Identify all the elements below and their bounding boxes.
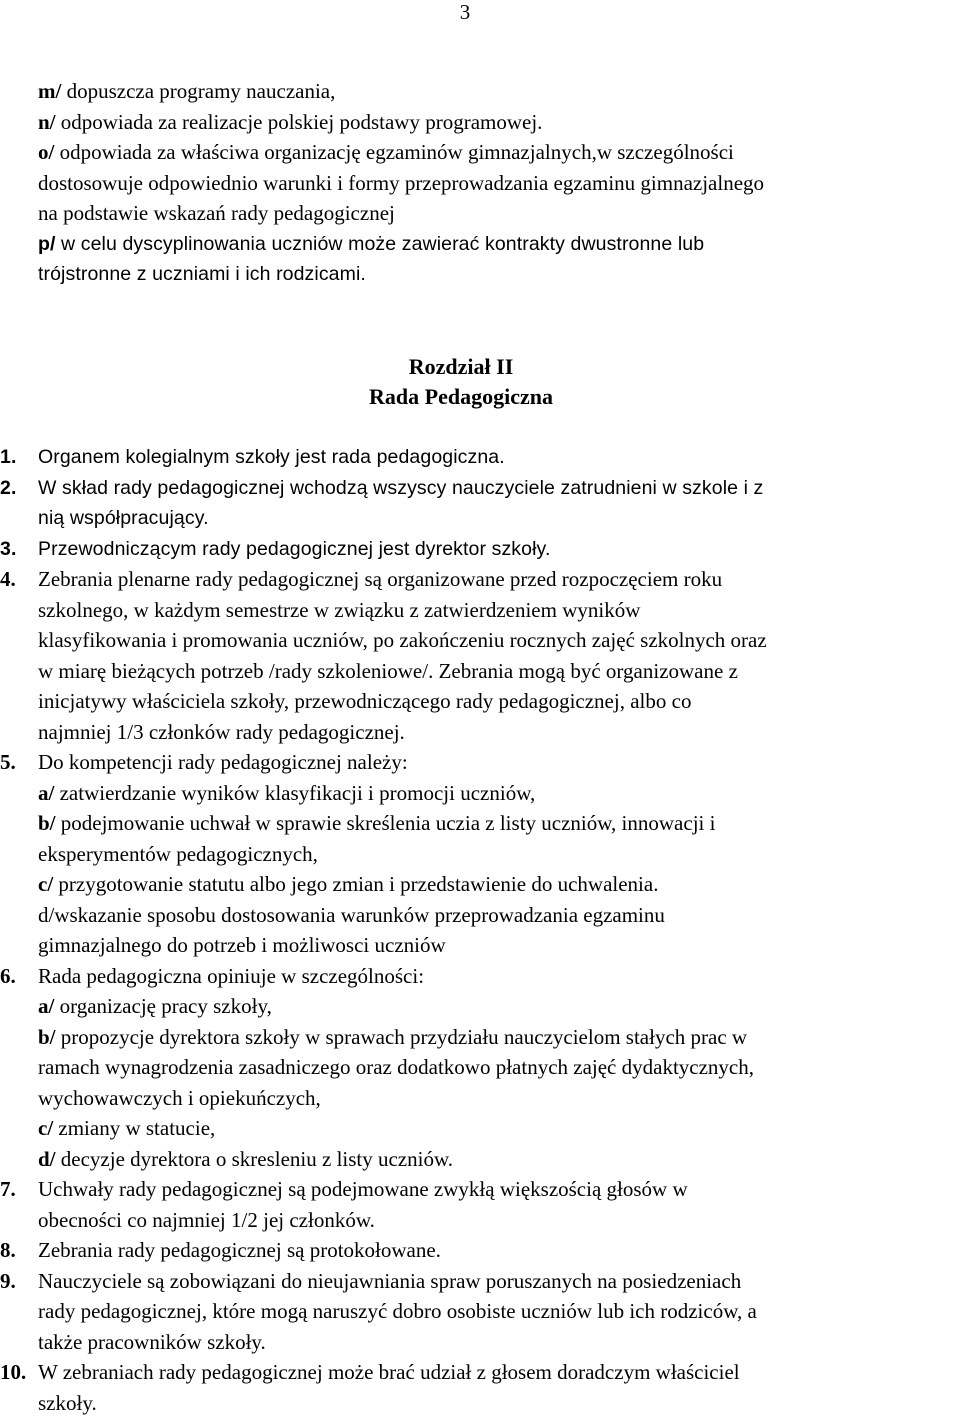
sub-item-b-line: wychowawczych i opiekuńczych, [38,1083,953,1114]
item-number: 10. [0,1357,36,1388]
item-label: n/ [38,110,56,134]
chapter-subtitle: Rada Pedagogiczna [0,382,922,412]
item-number: 7. [0,1174,36,1205]
sub-label: a/ [38,994,54,1018]
intro-item-n [38,107,953,138]
item-line: W skład rady pedagogicznej wchodzą wszyscy nauczyciele zatrudnieni w szkole i z [38,473,953,504]
intro-item-o-line: na podstawie wskazań rady pedagogicznej [38,198,953,229]
sub-item-b [38,1022,953,1053]
item-line: rady pedagogicznej, które mogą naruszyć dobro osobiste uczniów lub ich rodziców, a [38,1296,953,1327]
item-number: 9. [0,1266,36,1297]
item-line: Zebrania plenarne rady pedagogicznej są organizowane przed rozpoczęciem roku [38,564,953,595]
item-line: inicjatywy właściciela szkoły, przewodniczącego rady pedagogicznej, albo co [38,686,953,717]
item-line: Nauczyciele są zobowiązani do nieujawniania spraw poruszanych na posiedzeniach [38,1266,953,1297]
list-item-2 [38,473,953,534]
item-number: 5. [0,747,36,778]
item-line: także pracowników szkoły. [38,1327,953,1358]
item-line: klasyfikowania i promowania uczniów, po zakończeniu rocznych zajęć szkolnych oraz [38,625,953,656]
intro-item-o [38,137,953,168]
sub-text: decyzje dyrektora o skresleniu z listy uczniów. [56,1147,454,1171]
list-item-9 [38,1266,953,1358]
sub-text: podejmowanie uchwał w sprawie skreślenia uczia z listy uczniów, innowacji i [56,811,716,835]
item-line: W zebraniach rady pedagogicznej może brać udział z głosem doradczym właściciel [38,1357,953,1388]
sub-text: zmiany w statucie, [53,1116,215,1140]
item-line: obecności co najmniej 1/2 jej członków. [38,1205,953,1236]
sub-item-d: d/wskazanie sposobu dostosowania warunków przeprowadzania egzaminu [38,900,953,931]
sub-text: organizację pracy szkoły, [54,994,272,1018]
item-number: 1. [0,442,36,473]
page-number: 3 [455,0,475,26]
list-item-1 [38,442,953,473]
sub-item-b-line: eksperymentów pedagogicznych, [38,839,953,870]
numbered-list [38,442,953,1418]
item-line: Rada pedagogiczna opiniuje w szczególności: [38,961,953,992]
item-line: najmniej 1/3 członków rady pedagogicznej. [38,717,953,748]
sub-item-d-line: gimnazjalnego do potrzeb i możliwosci uczniów [38,930,953,961]
sub-label: c/ [38,1116,53,1140]
item-label: o/ [38,140,54,164]
item-number: 3. [0,534,36,565]
item-line: szkolnego, w każdym semestrze w związku z zatwierdzeniem wyników [38,595,953,626]
list-item-10 [38,1357,953,1418]
item-line: Do kompetencji rady pedagogicznej należy: [38,747,953,778]
intro-item-p-line: trójstronne z uczniami i ich rodzicami. [38,259,953,290]
item-line: Organem kolegialnym szkoły jest rada pedagogiczna. [38,442,953,473]
item-text: odpowiada za realizacje polskiej podstawy programowej. [56,110,543,134]
sub-label: b/ [38,1025,56,1049]
sub-item-a [38,778,953,809]
intro-item-m [38,76,953,107]
item-number: 6. [0,961,36,992]
list-item-4 [38,564,953,747]
chapter-title: Rozdział II [0,352,922,382]
sub-item-c [38,1113,953,1144]
item-line: nią współpracujący. [38,503,953,534]
sub-item-b-line: ramach wynagrodzenia zasadniczego oraz dodatkowo płatnych zajęć dydaktycznych, [38,1052,953,1083]
item-label: p/ [38,233,56,255]
list-item-5 [38,747,953,961]
item-text: w celu dyscyplinowania uczniów może zawierać kontrakty dwustronne lub [56,233,705,255]
sub-item-d [38,1144,953,1175]
item-number: 2. [0,473,36,504]
list-item-6 [38,961,953,1175]
item-line: Zebrania rady pedagogicznej są protokołowane. [38,1235,953,1266]
sub-text: propozycje dyrektora szkoły w sprawach przydziału nauczycielom stałych prac w [56,1025,748,1049]
item-number: 8. [0,1235,36,1266]
intro-item-p [38,229,953,260]
list-item-8 [38,1235,953,1266]
sub-item-b [38,808,953,839]
list-item-3 [38,534,953,565]
sub-label: a/ [38,781,54,805]
sub-text: przygotowanie statutu albo jego zmian i przedstawienie do uchwalenia. [53,872,658,896]
item-line: Uchwały rady pedagogicznej są podejmowane zwykłą większością głosów w [38,1174,953,1205]
item-number: 4. [0,564,36,595]
sub-item-c [38,869,953,900]
sub-label: d/ [38,1147,56,1171]
sub-item-a [38,991,953,1022]
sub-label: c/ [38,872,53,896]
item-line: szkoły. [38,1388,953,1418]
list-item-7 [38,1174,953,1235]
intro-section [38,76,953,290]
item-text: odpowiada za właściwa organizację egzaminów gimnazjalnych,w szczególności [54,140,734,164]
item-line: Przewodniczącym rady pedagogicznej jest dyrektor szkoły. [38,534,953,565]
sub-label: b/ [38,811,56,835]
intro-item-o-line: dostosowuje odpowiednio warunki i formy przeprowadzania egzaminu gimnazjalnego [38,168,953,199]
item-line: w miarę bieżących potrzeb /rady szkoleniowe/. Zebrania mogą być organizowane z [38,656,953,687]
item-label: m/ [38,79,61,103]
sub-text: zatwierdzanie wyników klasyfikacji i promocji uczniów, [54,781,535,805]
item-text: dopuszcza programy nauczania, [61,79,335,103]
